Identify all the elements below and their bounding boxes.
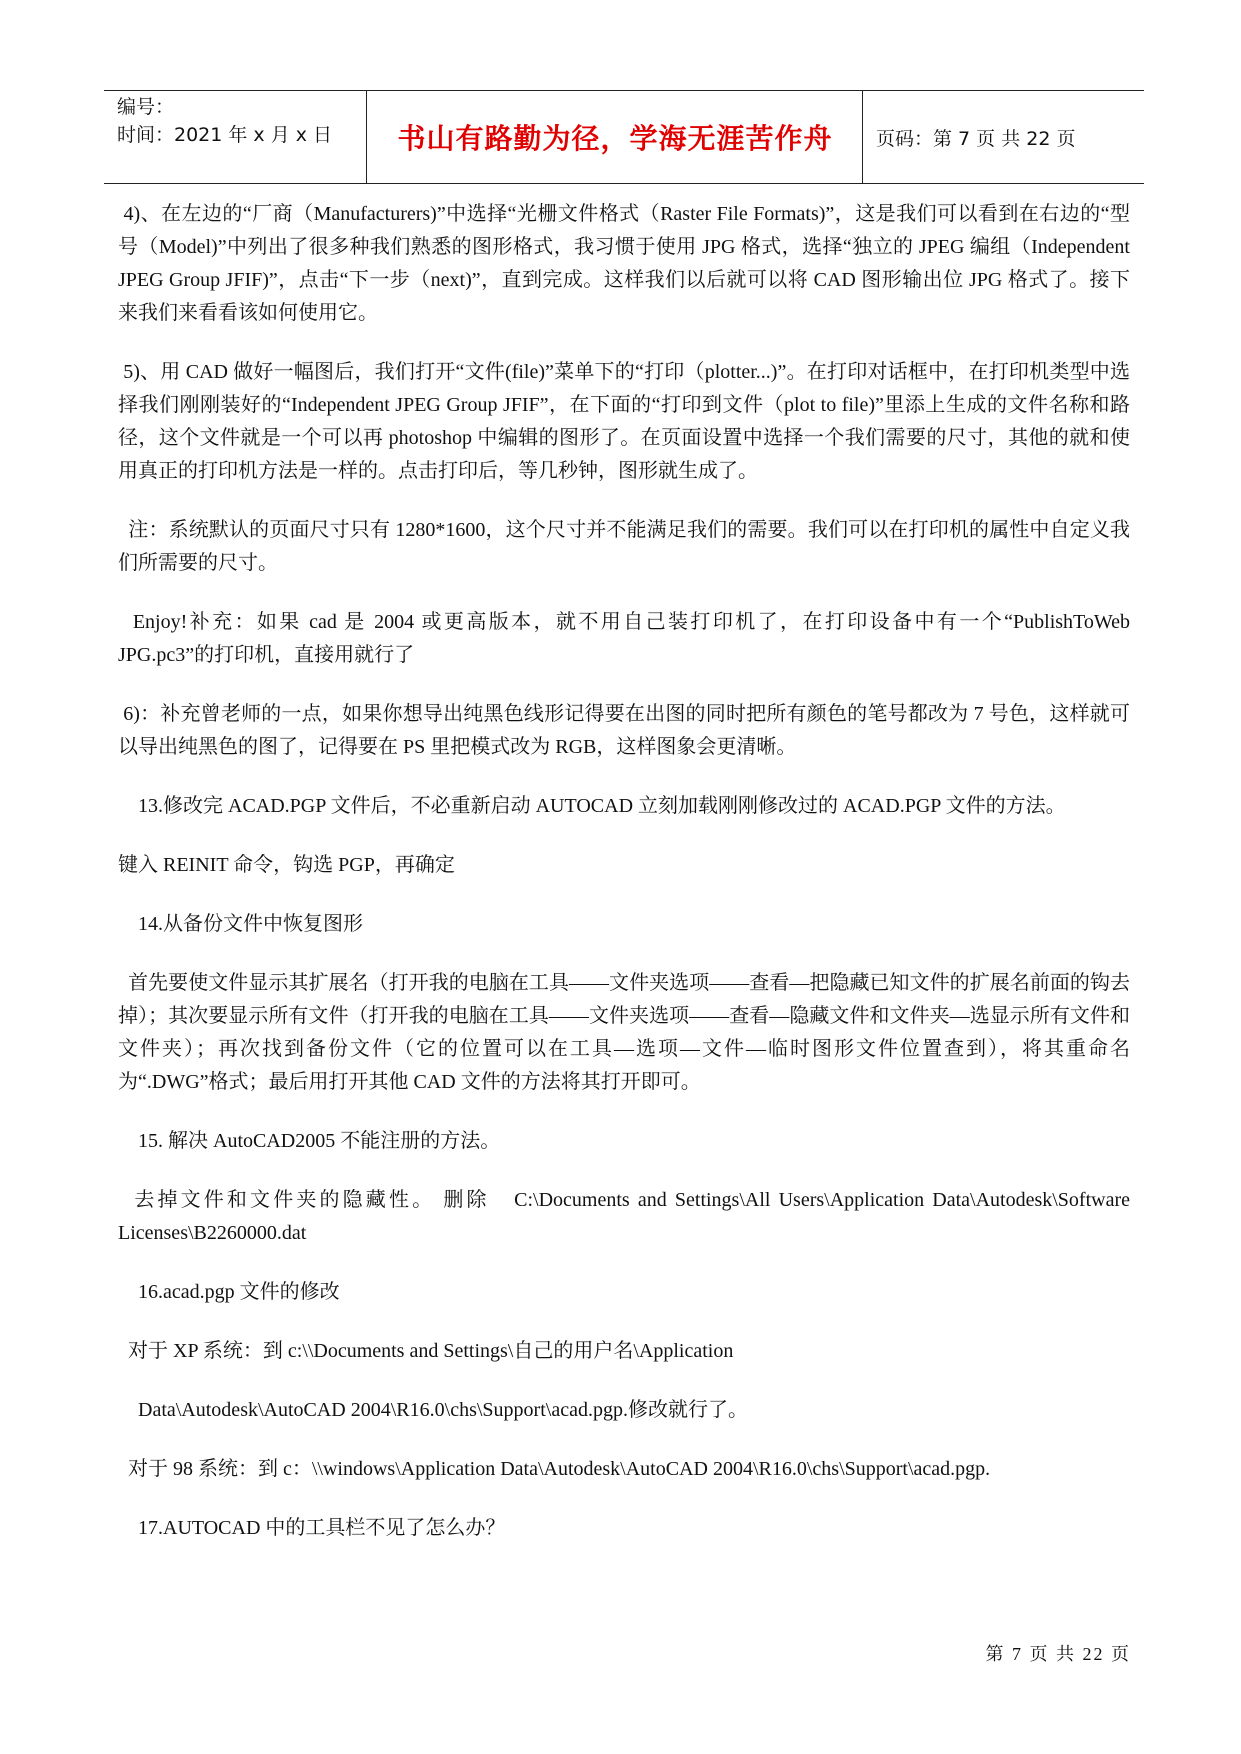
section-heading-14: 14.从备份文件中恢复图形	[118, 913, 363, 935]
header-motto-cell	[368, 91, 863, 183]
document-number-label: 编号：	[117, 96, 175, 118]
paragraph-note: 注：系统默认的页面尺寸只有 1280*1600，这个尺寸并不能满足我们的需要。我们可以在打印机的属性中自定义我们所需要的尺寸。	[118, 519, 1131, 574]
paragraph-xp-path: 对于 XP 系统：到 c:\\Documents and Settings\自己的用户名\Application	[118, 1340, 734, 1362]
paragraph-step-6: 6)：补充曾老师的一点，如果你想导出纯黑色线形记得要在出图的同时把所有颜色的笔号都改为 7 号色，这样就可以导出纯黑色的图了，记得要在 PS 里把模式改为 RGB，这样图象会更清晰。	[118, 703, 1130, 758]
section-heading-13: 13.修改完 ACAD.PGP 文件后，不必重新启动 AUTOCAD 立刻加载刚刚修改过的 ACAD.PGP 文件的方法。	[118, 795, 1066, 817]
header-page-cell	[864, 91, 1144, 183]
header-page-info: 页码：第 7 页 共 22 页	[876, 127, 1076, 150]
paragraph-step-5: 5)、用 CAD 做好一幅图后，我们打开“文件(file)”菜单下的“打印（plotter...)”。在打印对话框中，在打印机类型中选择我们刚刚装好的“Independent JPEG Group JFIF”，在下面的“打印到文件（plot to file)”里添上生成的文件名称和路径，这个文件就是一个可以再 photoshop 中编辑的图形了。在页面设置中选择一个我们需要的尺寸，其他的就和使用真正的打印机方法是一样的。点击打印后，等几秒钟，图形就生成了。	[118, 361, 1130, 482]
paragraph-xp-path-cont: Data\Autodesk\AutoCAD 2004\R16.0\chs\Support\acad.pgp.修改就行了。	[118, 1399, 748, 1421]
paragraph-enjoy: Enjoy!补充：如果 cad 是 2004 或更高版本，就不用自己装打印机了，在打印设备中有一个“PublishToWeb JPG.pc3”的打印机，直接用就行了	[118, 611, 1136, 666]
paragraph-reinit: 键入 REINIT 命令，钩选 PGP，再确定	[118, 854, 455, 876]
page-footer: 第 7 页 共 22 页	[985, 1644, 1131, 1664]
page-header	[104, 90, 1144, 184]
document-time-label: 时间：2021 年 x 月 x 日	[117, 124, 333, 146]
section-heading-17: 17.AUTOCAD 中的工具栏不见了怎么办？	[118, 1517, 506, 1539]
paragraph-backup-restore: 首先要使文件显示其扩展名（打开我的电脑在工具——文件夹选项——查看—把隐藏已知文件的扩展名前面的钩去掉）；其次要显示所有文件（打开我的电脑在工具——文件夹选项——查看—隐藏文件和文件夹—选显示所有文件和文件夹）；再次找到备份文件（它的位置可以在工具—选项—文件—临时图形文件位置查到），将其重命名为“.DWG”格式；最后用打开其他 CAD 文件的方法将其打开即可。	[118, 972, 1131, 1093]
paragraph-98-path: 对于 98 系统：到 c：\\windows\Application Data\Autodesk\AutoCAD 2004\R16.0\chs\Support\acad.pgp.	[118, 1458, 991, 1480]
paragraph-step-4: 4)、在左边的“厂商（Manufacturers)”中选择“光栅文件格式（Raster File Formats)”，这是我们可以看到在右边的“型号（Model)”中列出了很多种我们熟悉的图形格式，我习惯于使用 JPG 格式，选择“独立的 JPEG 编组（Independent JPEG Group JFIF)”，点击“下一步（next)”，直到完成。这样我们以后就可以将 CAD 图形输出位 JPG 格式了。接下来我们来看看该如何使用它。	[118, 203, 1135, 324]
section-heading-16: 16.acad.pgp 文件的修改	[118, 1281, 340, 1303]
header-motto: 书山有路勤为径，学海无涯苦作舟	[397, 122, 833, 155]
section-heading-15: 15. 解决 AutoCAD2005 不能注册的方法。	[118, 1130, 501, 1152]
header-meta-cell	[104, 91, 367, 183]
document-body	[118, 198, 1136, 1545]
paragraph-delete-license: 去掉文件和文件夹的隐藏性。 删除 C:\Documents and Settings\All Users\Application Data\Autodesk\Software Licenses\B2260000.dat	[118, 1189, 1136, 1244]
